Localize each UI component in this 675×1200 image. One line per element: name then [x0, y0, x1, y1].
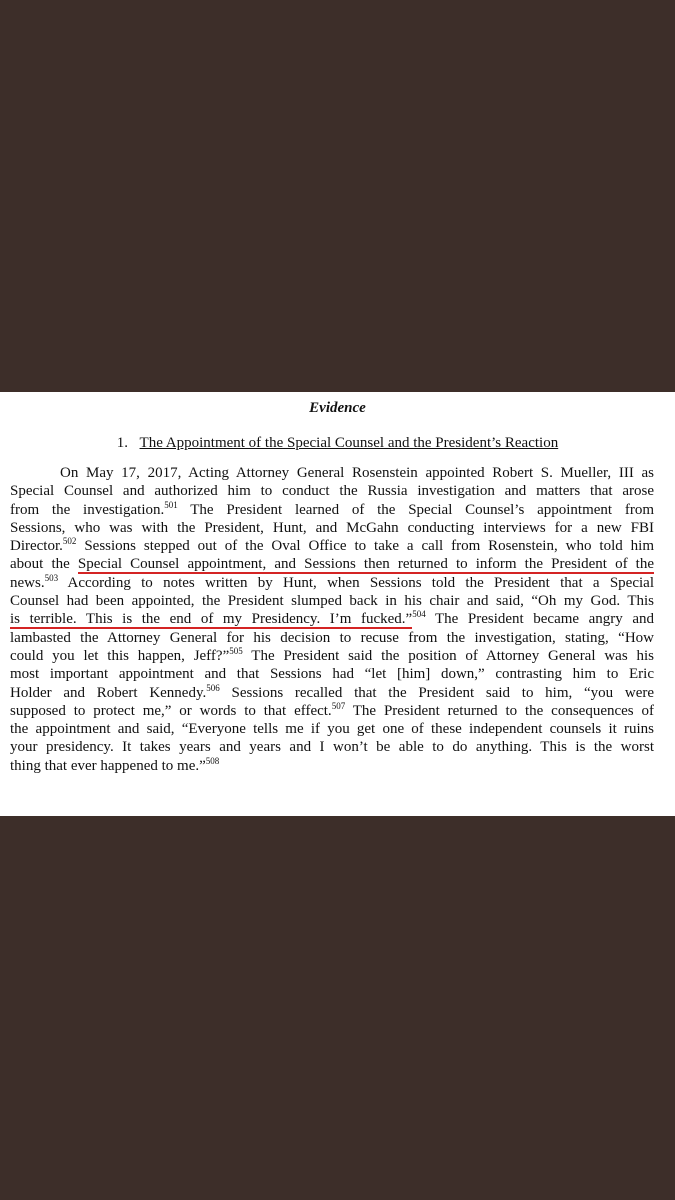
text-line: about the Special Counsel appointment, and Sessions then returned to inform the President of the — [10, 556, 655, 573]
text-line: your presidency. It takes years and years and I won’t be able to do anything. This is the worst — [10, 739, 654, 756]
text-line: On May 17, 2017, Acting Attorney General Rosenstein appointed Robert S. Mueller, III as — [60, 465, 654, 481]
section-title: The Appointment of the Special Counsel and the President’s Reaction — [139, 435, 559, 451]
section-heading — [0, 435, 675, 452]
text-line: Director.$^{502}$ Sessions stepped out of the Oval Office to take a call from Rosenstein, who told him — [10, 536, 654, 555]
text-line: from the investigation.$^{501}$ The President learned of the Special Counsel’s appointment from — [10, 499, 654, 518]
footnote-ref: 507 — [331, 700, 346, 711]
text-line: supposed to protect me,” or words to that effect.$^{507}$ The President returned to the consequences of — [10, 700, 654, 719]
text-line: thing that ever happened to me.”$^{508}$ — [10, 755, 220, 774]
section-number: 1. — [116, 435, 129, 451]
body-paragraph — [10, 464, 654, 775]
text-line: Sessions, who was with the President, Hunt, and McGahn conducting interviews for a new FBI — [10, 519, 654, 536]
highlighted-text: is terrible. This is the end of my Presidency. I’m fucked.” — [10, 611, 413, 628]
text-line: news.$^{503}$ According to notes written by Hunt, when Sessions told the President that a Special — [10, 572, 654, 591]
footnote-ref: 506 — [206, 682, 220, 693]
footnote-ref: 508 — [205, 755, 220, 766]
document-heading: Evidence — [309, 400, 366, 416]
highlighted-text: Special Counsel appointment, and Sessions then returned to inform the President of the — [77, 556, 655, 573]
footnote-ref: 501 — [164, 499, 178, 510]
footnote-ref: 505 — [229, 645, 243, 656]
footnote-ref: 504 — [412, 609, 426, 620]
text-line: Holder and Robert Kennedy.$^{506}$ Sessions recalled that the President said to him, “you were — [10, 682, 655, 701]
document-page — [0, 392, 675, 816]
footnote-ref: 503 — [44, 572, 59, 583]
text-line: the appointment and said, “Everyone tells me if you get one of these independent counsels it ruins — [10, 721, 654, 738]
text-line: most important appointment and that Sessions had “let [him] down,” contrasting him to Eric — [10, 666, 654, 683]
text-line: is terrible. This is the end of my Presidency. I’m fucked.”$^{504}$ The President became angry and — [10, 609, 654, 628]
text-line: Special Counsel and authorized him to conduct the Russia investigation and matters that arose — [10, 483, 654, 500]
footnote-ref: 502 — [62, 536, 77, 547]
text-line: Counsel had been appointed, the President slumped back in his chair and said, “Oh my God. This — [10, 593, 654, 610]
text-line: lambasted the Attorney General for his decision to recuse from the investigation, stating, “How — [10, 629, 654, 646]
text-line: could you let this happen, Jeff?”$^{505}$ The President said the position of Attorney General was his — [10, 645, 654, 664]
